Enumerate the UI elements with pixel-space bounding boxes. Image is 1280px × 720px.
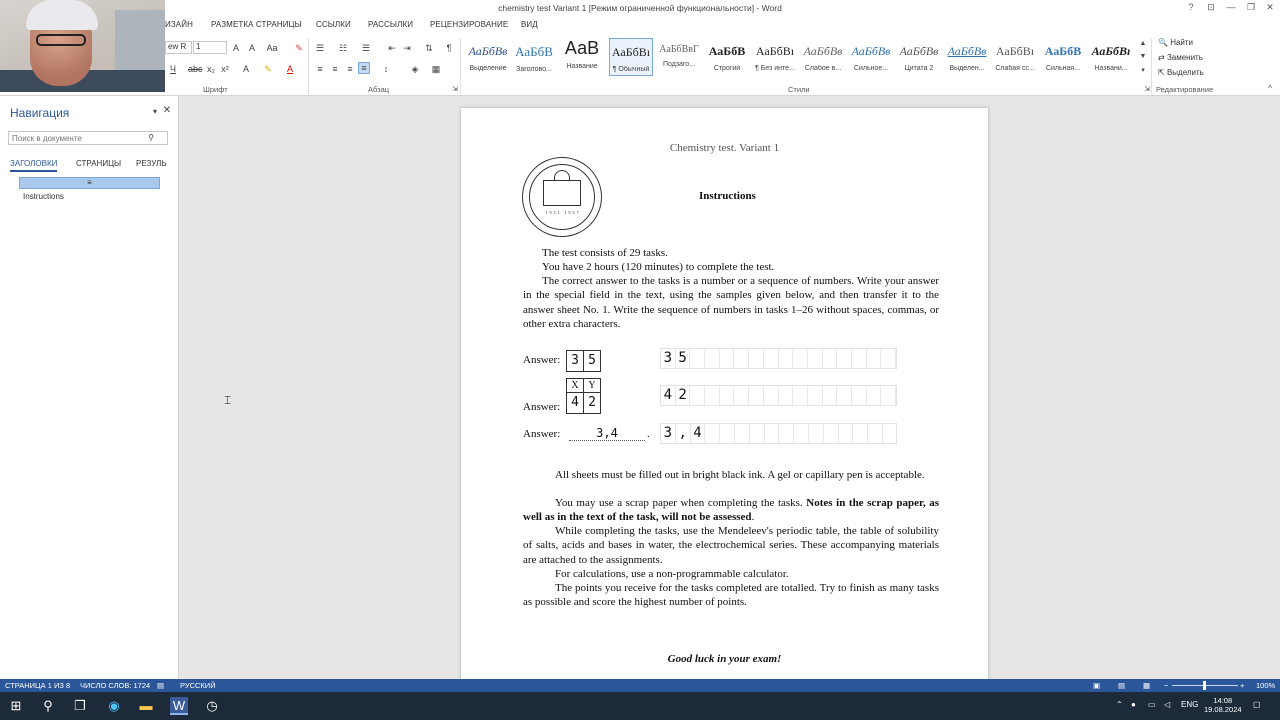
answer-sheet-cell (881, 386, 896, 405)
style-sample: АаБбВı (1091, 44, 1131, 58)
answer-sheet-cell (852, 349, 867, 368)
style-name: Название (566, 63, 598, 70)
paragraph-tasks-count: The test consists of 29 tasks. (542, 247, 668, 259)
edge-browser-icon[interactable]: ◉ (108, 698, 120, 713)
ribbon-separator (460, 38, 461, 94)
paragraph-answer-rules: The correct answer to the tasks is a number or a sequence of numbers. Write your answer in the special field in the text, using the samples given below, and then transfer it to the answer sheet No. 1. Write the sequence of numbers in tasks 1–26 without spaces, commas, or other extra characters. (523, 275, 939, 330)
ribbon (0, 34, 1280, 96)
answer-sheet-cell (720, 424, 735, 443)
tab-results[interactable]: РЕЗУЛЬ (136, 159, 167, 168)
subscript-icon[interactable]: x₂ (207, 64, 215, 74)
underline-icon[interactable]: Ч (170, 64, 176, 74)
tab-design[interactable]: ИЗАЙН (165, 20, 193, 29)
style-normal[interactable] (609, 38, 653, 76)
good-luck-text: Good luck in your exam! (667, 653, 782, 665)
seal-building (543, 180, 581, 206)
nav-search-input[interactable] (8, 131, 168, 145)
strikethrough-icon[interactable]: abc (188, 64, 203, 74)
nav-pane-title: Навигация (10, 106, 70, 120)
paragraph-points: The points you receive for the tasks completed are totalled. Try to finish as many tasks as possible and score the highest number of points. (523, 582, 939, 609)
answer-sheet-cell: 2 (676, 386, 691, 405)
answer-sheet-cell (705, 424, 720, 443)
nav-pane-close-icon[interactable]: ✕ (162, 105, 172, 116)
style-name: Строгий (713, 65, 741, 72)
grow-font-icon[interactable]: A (232, 43, 239, 53)
paragraph-dialog-launcher-icon[interactable]: ⇲ (452, 86, 458, 93)
editing-group-label: Редактирование (1156, 85, 1214, 94)
seal-years: 1931 1957 (545, 210, 581, 215)
answer-sheet-cell (839, 424, 854, 443)
style-name: Сильное... (853, 65, 889, 72)
answer-sheet-cell (690, 386, 705, 405)
sort-icon[interactable]: ⇅ (425, 43, 433, 53)
tray-date: 19.08.2024 (1204, 705, 1242, 714)
select-icon: ⇱ (1158, 68, 1167, 77)
style-name: Заголово... (516, 66, 552, 73)
answer-sheet-cell (779, 349, 794, 368)
style-sample: АаБбВв (851, 44, 891, 58)
paragraph-materials: While completing the tasks, use the Mendeleev's periodic table, the table of solubility of salts, acids and bases in water, the electrochemical series. These accompanying materials are attached to the assignments. (523, 525, 939, 566)
answer-sheet-cell (852, 386, 867, 405)
answer-sheet-cell (823, 386, 838, 405)
answer-header-cell: X (566, 378, 584, 393)
zoom-level[interactable]: 100% (1256, 681, 1276, 690)
collapse-ribbon-icon[interactable]: ^ (1268, 84, 1272, 93)
style-name: Слабое в... (804, 65, 842, 72)
scrap-paper-text: You may use a scrap paper when completing the tasks. (555, 497, 807, 509)
font-color-icon[interactable]: A (286, 64, 293, 74)
answer-sheet-cell (765, 424, 780, 443)
select-button[interactable] (1158, 68, 1204, 77)
style-sample: АаБбВв (803, 44, 843, 58)
numbering-icon[interactable]: ☷ (338, 43, 348, 53)
answer-sheet-cell (837, 349, 852, 368)
styles-scroll-down-icon[interactable]: ▼ (1139, 53, 1147, 60)
zoom-slider-thumb[interactable] (1203, 681, 1206, 690)
windows-start-icon[interactable]: ⊞ (10, 698, 22, 713)
answer-sheet-cell (823, 349, 838, 368)
nav-pane-options-icon[interactable]: ▾ (152, 107, 157, 116)
clear-formatting-icon[interactable]: ✎ (295, 43, 303, 53)
select-label: Выделить (1166, 68, 1204, 77)
zoom-in-icon[interactable]: + (1240, 681, 1245, 690)
style-name: Выделен... (949, 65, 985, 72)
answer-header-cell: Y (583, 378, 601, 393)
tray-time: 14:08 (1213, 696, 1233, 705)
file-explorer-icon[interactable]: ▬ (139, 698, 153, 713)
increase-indent-icon[interactable]: ⇥ (403, 43, 411, 53)
styles-more-icon[interactable]: ▾ (1141, 67, 1145, 74)
paragraph-time: You have 2 hours (120 minutes) to complete the test. (542, 261, 775, 273)
style-subtle-reference[interactable] (993, 38, 1037, 76)
style-sample: АаВ (564, 38, 600, 58)
ribbon-display-options-button[interactable]: ⊡ (1207, 2, 1215, 12)
font-size-combo[interactable]: 1 (193, 41, 227, 54)
answer-sheet-cell (867, 386, 882, 405)
title-bar (0, 0, 1280, 17)
answer-cell: 2 (583, 392, 601, 414)
shrink-font-icon[interactable]: A (248, 43, 255, 53)
answer-sheet-cell: , (676, 424, 691, 443)
tab-review[interactable]: РЕЦЕНЗИРОВАНИЕ (430, 20, 509, 29)
scrap-paper-bold-text: Notes in the scrap paper, as well as in the text of the task, will not be assessed (523, 497, 939, 524)
nav-heading-bar[interactable]: ≡ (19, 177, 160, 189)
style-subtle-emphasis[interactable] (801, 38, 845, 76)
answer-cell: 4 (566, 392, 584, 414)
answer-sheet-cell (793, 386, 808, 405)
styles-group-label: Стили (788, 85, 810, 94)
style-strong[interactable] (705, 38, 749, 76)
answer-sheet-cell: 5 (676, 349, 691, 368)
document-page[interactable] (460, 107, 989, 682)
answer-sheet-cell: 3 (661, 349, 676, 368)
scrap-paper-end: . (751, 511, 755, 524)
align-right-icon[interactable]: ≡ (347, 64, 353, 74)
style-sample: АаБбВ (708, 44, 746, 58)
answer-sheet-cell (808, 349, 823, 368)
style-sample: АаБбВı (611, 45, 651, 59)
answer-label: Answer: (523, 354, 561, 366)
align-left-icon[interactable]: ≡ (317, 64, 323, 74)
instructions-title: Instructions (699, 190, 756, 202)
answer-label: Answer: (523, 428, 561, 440)
style-name: Слабая сс... (995, 65, 1035, 72)
language-indicator[interactable]: РУССКИЙ (180, 681, 216, 690)
notifications-icon[interactable]: ▢ (1253, 700, 1261, 709)
style-subtitle[interactable] (657, 38, 701, 76)
style-sample: АаБбВв (947, 44, 987, 58)
nav-search-icon[interactable]: ⚲ (148, 133, 154, 142)
clock-app-icon[interactable]: ◷ (206, 698, 218, 713)
multilevel-list-icon[interactable]: ☰ (361, 43, 371, 53)
style-sample: АаБбВı (755, 44, 795, 58)
answer-sheet-cell (779, 386, 794, 405)
replace-button[interactable] (1158, 53, 1203, 62)
answer-sheet-cell (705, 349, 720, 368)
style-no-spacing[interactable] (753, 38, 797, 76)
paragraph-scrap-paper (523, 496, 939, 525)
shading-icon[interactable]: ◈ (411, 64, 419, 74)
word-count[interactable]: ЧИСЛО СЛОВ: 1724 (80, 681, 151, 690)
answer-sheet-cell (824, 424, 839, 443)
answer-sheet-cell (808, 386, 823, 405)
style-name: Названи... (1094, 65, 1128, 72)
style-name: Подзаго... (662, 61, 696, 68)
font-group-label: Шрифт (203, 85, 228, 94)
show-formatting-marks-icon[interactable]: ¶ (446, 43, 452, 53)
style-sample: АаБбВ (1044, 44, 1082, 58)
answer-line-value: 3,4 (569, 426, 645, 441)
answer-sheet-cell (750, 424, 765, 443)
answer-sheet-cell: 4 (661, 386, 676, 405)
paragraph-calculator: For calculations, use a non-programmable calculator. (555, 568, 789, 580)
answer-sheet-cell (749, 349, 764, 368)
tab-view[interactable]: ВИД (521, 20, 538, 29)
answer-label: Answer: (523, 401, 561, 413)
text-effects-icon[interactable]: A (242, 64, 249, 74)
line-spacing-icon[interactable]: ↕ (383, 64, 389, 74)
answer-sheet-cell (853, 424, 868, 443)
style-sample: АаБбВв (468, 44, 508, 58)
answer-sheet-cell (881, 349, 896, 368)
style-sample: АаБбВвГ (659, 44, 699, 55)
style-name: ¶ Обычный (612, 66, 650, 73)
answer-sheet-cell (720, 386, 735, 405)
style-sample: АаБбВ (515, 44, 553, 59)
answer-sheet-cell (749, 386, 764, 405)
navigation-pane (0, 96, 179, 679)
align-center-icon[interactable]: ≡ (332, 64, 338, 74)
answer-sheet-cell (867, 349, 882, 368)
search-icon[interactable]: ⚲ (43, 698, 53, 713)
change-case-icon[interactable]: Aa (266, 43, 278, 53)
find-button[interactable] (1158, 38, 1193, 47)
volume-icon[interactable]: ◁ (1164, 700, 1171, 709)
zoom-out-icon[interactable]: − (1164, 681, 1169, 690)
answer-sheet-cell (793, 349, 808, 368)
style-intense-emphasis[interactable] (849, 38, 893, 76)
answer-sheet-cell (705, 386, 720, 405)
windows-taskbar (0, 692, 1280, 720)
styles-scroll-up-icon[interactable]: ▲ (1139, 40, 1147, 47)
answer-sheet-cell (779, 424, 794, 443)
mouse-cursor-icon: ⌶ (224, 393, 232, 407)
print-layout-icon[interactable]: ▤ (1118, 681, 1126, 690)
tab-pages[interactable]: СТРАНИЦЫ (76, 159, 122, 168)
paragraph-group-label: Абзац (368, 85, 390, 94)
proofing-icon[interactable]: ▤ (157, 681, 165, 690)
tab-references[interactable]: ССЫЛКИ (316, 20, 351, 29)
answer-sheet-cell (868, 424, 883, 443)
borders-icon[interactable]: ▦ (431, 64, 441, 74)
ribbon-separator (1151, 38, 1152, 94)
answer-sheet-cell (764, 349, 779, 368)
style-intense-quote[interactable] (945, 38, 989, 76)
style-sample: АаБбВв (899, 44, 939, 58)
word-app-icon[interactable]: W (170, 697, 188, 715)
style-quote-2[interactable] (897, 38, 941, 76)
answer-line-end: . (647, 428, 650, 440)
answer-sheet-row (660, 385, 897, 406)
style-heading[interactable] (512, 38, 556, 76)
replace-label: Заменить (1166, 53, 1203, 62)
page-header: Chemistry test. Variant 1 (669, 142, 780, 154)
answer-sheet-cell (735, 424, 750, 443)
highlight-icon[interactable]: ✎ (264, 64, 272, 74)
nav-heading-instructions[interactable]: Instructions (23, 192, 64, 201)
tab-mailings[interactable]: РАССЫЛКИ (368, 20, 414, 29)
webcam-overlay (0, 0, 165, 92)
style-name: Выделение (469, 65, 507, 72)
answer-sheet-cell (734, 349, 749, 368)
ribbon-separator (308, 38, 309, 94)
read-mode-icon[interactable]: ▣ (1093, 681, 1101, 690)
answer-sheet-cell: 4 (691, 424, 706, 443)
answer-sheet-cell (764, 386, 779, 405)
style-intense-reference[interactable] (1041, 38, 1085, 76)
answer-sheet-cell (794, 424, 809, 443)
help-button[interactable]: ? (1188, 2, 1194, 12)
answer-sheet-cell (734, 386, 749, 405)
webcam-person-hair (26, 0, 98, 30)
answer-sheet-cell (837, 386, 852, 405)
webcam-person-glasses (36, 34, 86, 46)
find-icon: 🔍 (1158, 38, 1171, 47)
document-title: chemistry test Variant 1 [Режим ограниченной функциональности] - Word (498, 3, 782, 13)
answer-sheet-cell (809, 424, 824, 443)
tab-headings[interactable]: ЗАГОЛОВКИ (10, 159, 57, 172)
input-language[interactable]: ENG (1181, 700, 1199, 709)
task-view-icon[interactable]: ❐ (74, 698, 86, 713)
superscript-icon[interactable]: x² (221, 64, 229, 74)
replace-icon: ⇄ (1158, 53, 1167, 62)
minimize-button[interactable]: — (1226, 2, 1236, 12)
answer-sheet-cell: 3 (661, 424, 676, 443)
ribbon-tabs (0, 17, 1280, 34)
styles-dialog-launcher-icon[interactable]: ⇲ (1144, 86, 1150, 93)
microphone-icon[interactable]: ● (1131, 700, 1136, 709)
network-icon[interactable]: ▭ (1148, 700, 1156, 709)
style-name: ¶ Без инте... (755, 65, 795, 72)
style-name: Цитата 2 (904, 65, 934, 72)
answer-cell: 3 (566, 350, 584, 372)
restore-button[interactable]: ❐ (1246, 2, 1256, 12)
answer-sheet-row (660, 348, 897, 369)
status-bar (0, 679, 1280, 692)
tray-clock[interactable] (1204, 696, 1242, 714)
style-title[interactable] (560, 38, 604, 76)
web-layout-icon[interactable]: ▦ (1143, 681, 1151, 690)
style-name: Сильная... (1045, 65, 1081, 72)
decrease-indent-icon[interactable]: ⇤ (388, 43, 396, 53)
style-sample: АаБбВı (995, 44, 1035, 58)
close-button[interactable]: ✕ (1266, 2, 1274, 12)
tab-page-layout[interactable]: РАЗМЕТКА СТРАНИЦЫ (211, 20, 302, 29)
style-book-title[interactable] (1089, 38, 1133, 76)
tray-chevron-icon[interactable]: ⌃ (1116, 700, 1123, 709)
style-emphasis[interactable] (466, 38, 510, 76)
answer-cell: 5 (583, 350, 601, 372)
paragraph-ink: All sheets must be filled out in bright black ink. A gel or capillary pen is acceptable. (555, 469, 925, 481)
font-name-combo[interactable]: ew R (165, 41, 192, 54)
university-seal-logo (522, 157, 602, 237)
find-label: Найти (1170, 38, 1194, 47)
bullets-icon[interactable]: ☰ (315, 43, 325, 53)
answer-sheet-row (660, 423, 897, 444)
answer-sheet-cell (720, 349, 735, 368)
page-counter[interactable]: СТРАНИЦА 1 ИЗ 8 (5, 681, 71, 690)
answer-sheet-cell (690, 349, 705, 368)
justify-icon[interactable]: ≡ (358, 62, 370, 74)
